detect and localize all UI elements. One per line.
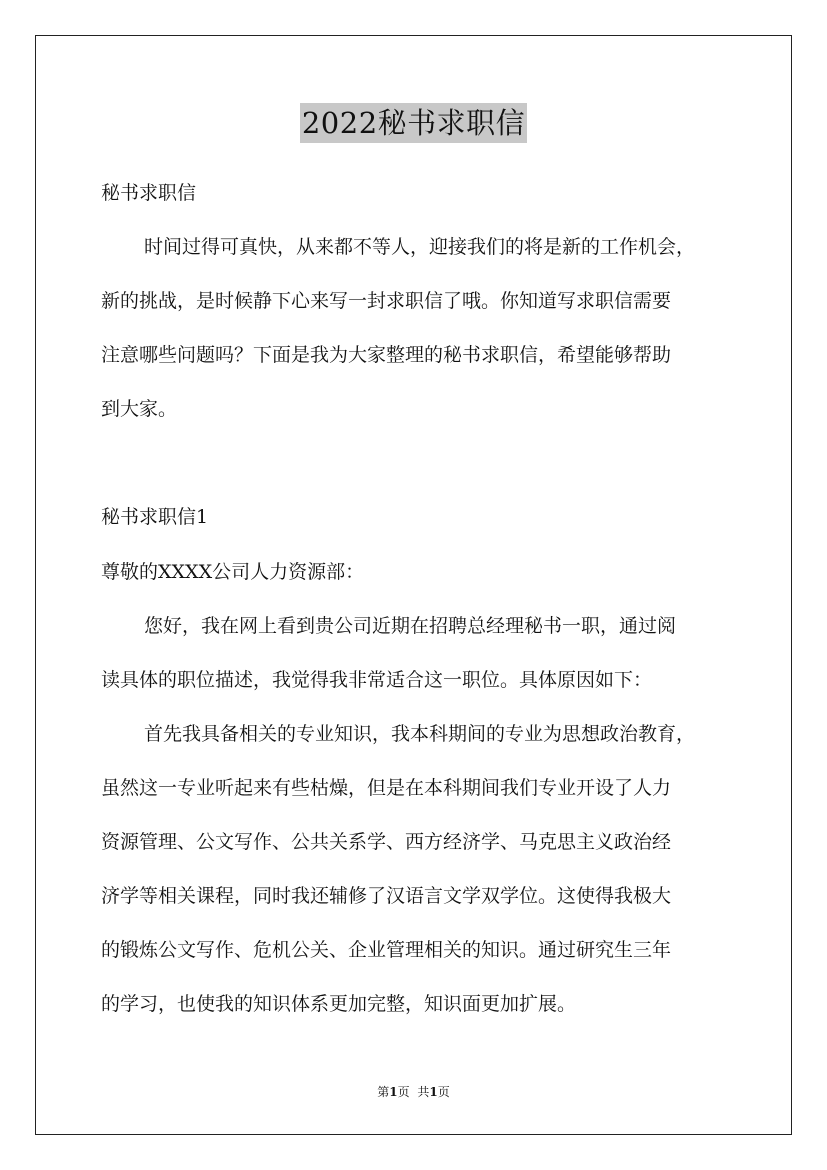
- intro-line: 到大家。: [101, 398, 178, 420]
- page-current: 1: [389, 1085, 398, 1099]
- page-unit: 页: [397, 1085, 410, 1099]
- page-footer: [0, 1084, 827, 1100]
- document-subtitle: 秘书求职信: [101, 182, 197, 204]
- paragraph2-line: 资源管理、公文写作、公共关系学、西方经济学、马克思主义政治经: [101, 831, 672, 853]
- page-total: 1: [429, 1085, 438, 1099]
- paragraph2-line: 首先我具备相关的专业知识，我本科期间的专业为思想政治教育，: [144, 723, 696, 745]
- salutation: 尊敬的XXXX公司人力资源部：: [101, 561, 365, 583]
- page-prefix: 第: [377, 1085, 390, 1099]
- paragraph2-line: 的锻炼公文写作、危机公关、企业管理相关的知识。通过研究生三年: [101, 939, 672, 961]
- paragraph1-line: 读具体的职位描述，我觉得我非常适合这一职位。具体原因如下：: [101, 669, 653, 691]
- intro-line: 时间过得可真快，从来都不等人，迎接我们的将是新的工作机会，: [144, 236, 696, 258]
- total-unit: 页: [437, 1085, 450, 1099]
- total-prefix: 共: [417, 1085, 430, 1099]
- paragraph2-line: 的学习，也使我的知识体系更加完整，知识面更加扩展。: [101, 993, 577, 1015]
- paragraph2-line: 济学等相关课程，同时我还辅修了汉语言文学双学位。这使得我极大: [101, 885, 672, 907]
- paragraph1-line: 您好，我在网上看到贵公司近期在招聘总经理秘书一职，通过阅: [144, 615, 677, 637]
- title-container: [0, 103, 827, 143]
- intro-line: 新的挑战，是时候静下心来写一封求职信了哦。你知道写求职信需要: [101, 290, 672, 312]
- intro-line: 注意哪些问题吗？下面是我为大家整理的秘书求职信，希望能够帮助: [101, 344, 672, 366]
- document-title: 2022秘书求职信: [300, 103, 527, 143]
- section-heading: 秘书求职信1: [101, 506, 209, 528]
- paragraph2-line: 虽然这一专业听起来有些枯燥，但是在本科期间我们专业开设了人力: [101, 777, 672, 799]
